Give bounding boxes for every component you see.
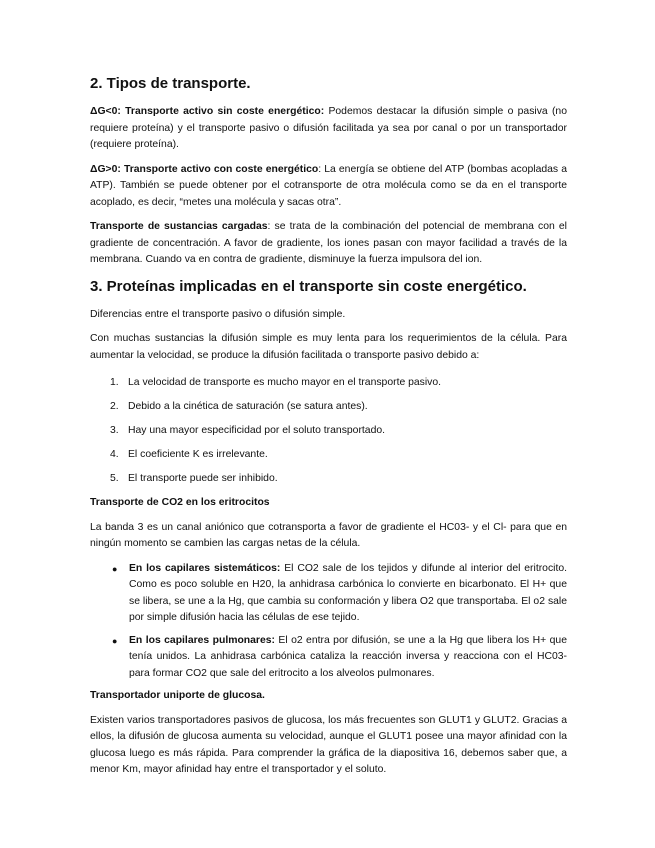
co2-paragraph: La banda 3 es un canal aniónico que cotransporta a favor de gradiente el HC03- y el Cl- para que en ningún momento se cambien las cargas netas de la célula. [90, 521, 567, 550]
paragraph-charged-transport [90, 219, 567, 269]
bullet-text: El o2 entra por difusión, se une a la Hg que libera los H+ que tenía unidos. La anhidrasa carbónica cataliza la reacción inversa y reacciona con el HC03- para formar CO2 que sale del eritrocito a los alveolos pulmonares. [129, 634, 567, 679]
co2-heading-text: Transporte de CO2 en los eritrocitos [90, 497, 270, 509]
dg-negative-text: Podemos destacar la difusión simple o pasiva (no requiere proteína) y el transporte pasivo o difusión facilitada ya sea por canal o por un transportador (requiere proteína). [90, 106, 567, 150]
co2-heading [90, 495, 567, 512]
section-3-intro: Diferencias entre el transporte pasivo o difusión simple. [90, 308, 346, 320]
capillaries-list [90, 561, 567, 683]
reasons-list [90, 375, 567, 488]
list-item-text [129, 633, 567, 683]
dg-positive-label: ΔG>0: Transporte activo con coste energético [90, 163, 319, 175]
charged-transport-label: Transporte de sustancias cargadas [90, 221, 268, 232]
glucose-heading [90, 688, 567, 705]
glucose-heading-text: Transportador uniporte de glucosa. [90, 690, 265, 702]
list-item-text: La velocidad de transporte es mucho mayor en el transporte pasivo. [128, 377, 442, 388]
bullet-label: En los capilares pulmonares: [129, 634, 275, 646]
bullet-icon: ● [112, 635, 118, 646]
list-item-text [129, 561, 567, 627]
list-number: 3. [110, 425, 119, 437]
list-item-text: El coeficiente K es irrelevante. [128, 449, 268, 461]
list-item-text: Debido a la cinética de saturación (se satura antes). [128, 401, 368, 413]
list-item-text: El transporte puede ser inhibido. [128, 473, 278, 485]
list-item [90, 633, 567, 683]
section-3-title: 3. Proteínas implicadas en el transporte sin coste energético. [90, 277, 527, 295]
list-item [90, 471, 567, 488]
list-item [90, 423, 567, 440]
paragraph-dg-negative [90, 104, 567, 154]
section-3-paragraph: Con muchas sustancias la difusión simple es muy lenta para los requerimientos de la célula. Para aumentar la velocidad, se produce la difusión facilitada o transporte pasivo debido a: [90, 333, 567, 361]
dg-positive-text: : La energía se obtiene del ATP (bombas acopladas a ATP). También se puede obtener por el cotransporte de otra molécula como se da en el transporte acoplado, es decir, “metes una molécula y sacas otra”. [90, 163, 567, 208]
paragraph-dg-positive [90, 162, 567, 212]
list-number: 4. [110, 449, 119, 461]
list-number: 5. [110, 473, 119, 485]
list-item [90, 399, 567, 416]
section-2-title: 2. Tipos de transporte. [90, 75, 251, 92]
list-item-text: Hay una mayor especificidad por el soluto transportado. [128, 425, 386, 437]
bullet-icon: ● [112, 563, 118, 574]
list-number: 2. [110, 401, 119, 413]
list-item [90, 561, 567, 627]
glucose-paragraph: Existen varios transportadores pasivos de glucosa, los más frecuentes son GLUT1 y GLUT2. Gracias a ellos, la difusión de glucosa aumenta su velocidad, aunque el GLUT1 posee una mayor afinidad con la glucosa luego es más rápida. Para comprender la gráfica de la diapositiva 16, debemos saber que, a menor Km, mayor afinidad hay entre el transportador y el soluto. [90, 714, 567, 776]
list-item [90, 447, 567, 464]
bullet-label: En los capilares sistemáticos: [129, 562, 281, 574]
dg-negative-label: ΔG<0: Transporte activo sin coste energético: [90, 106, 325, 117]
list-number: 1. [110, 377, 119, 388]
charged-transport-text: : se trata de la combinación del potencial de membrana con el gradiente de concentración. A favor de gradiente, los iones pasan con mayor facilidad a través de la membrana. Cuando va en contra de gradiente, disminuye la fuerza impulsora del ion. [90, 221, 567, 265]
bullet-text: El CO2 sale de los tejidos y difunde al interior del eritrocito. Como es poco soluble en H20, la anhidrasa carbónica lo convierte en bicarbonato. El H+ que se libera, se une a la Hg, que cambia su conformación y libera O2 que transportaba. El o2 sale por simple difusión hacia las células de ese tejido. [129, 562, 567, 624]
list-item [90, 375, 567, 392]
